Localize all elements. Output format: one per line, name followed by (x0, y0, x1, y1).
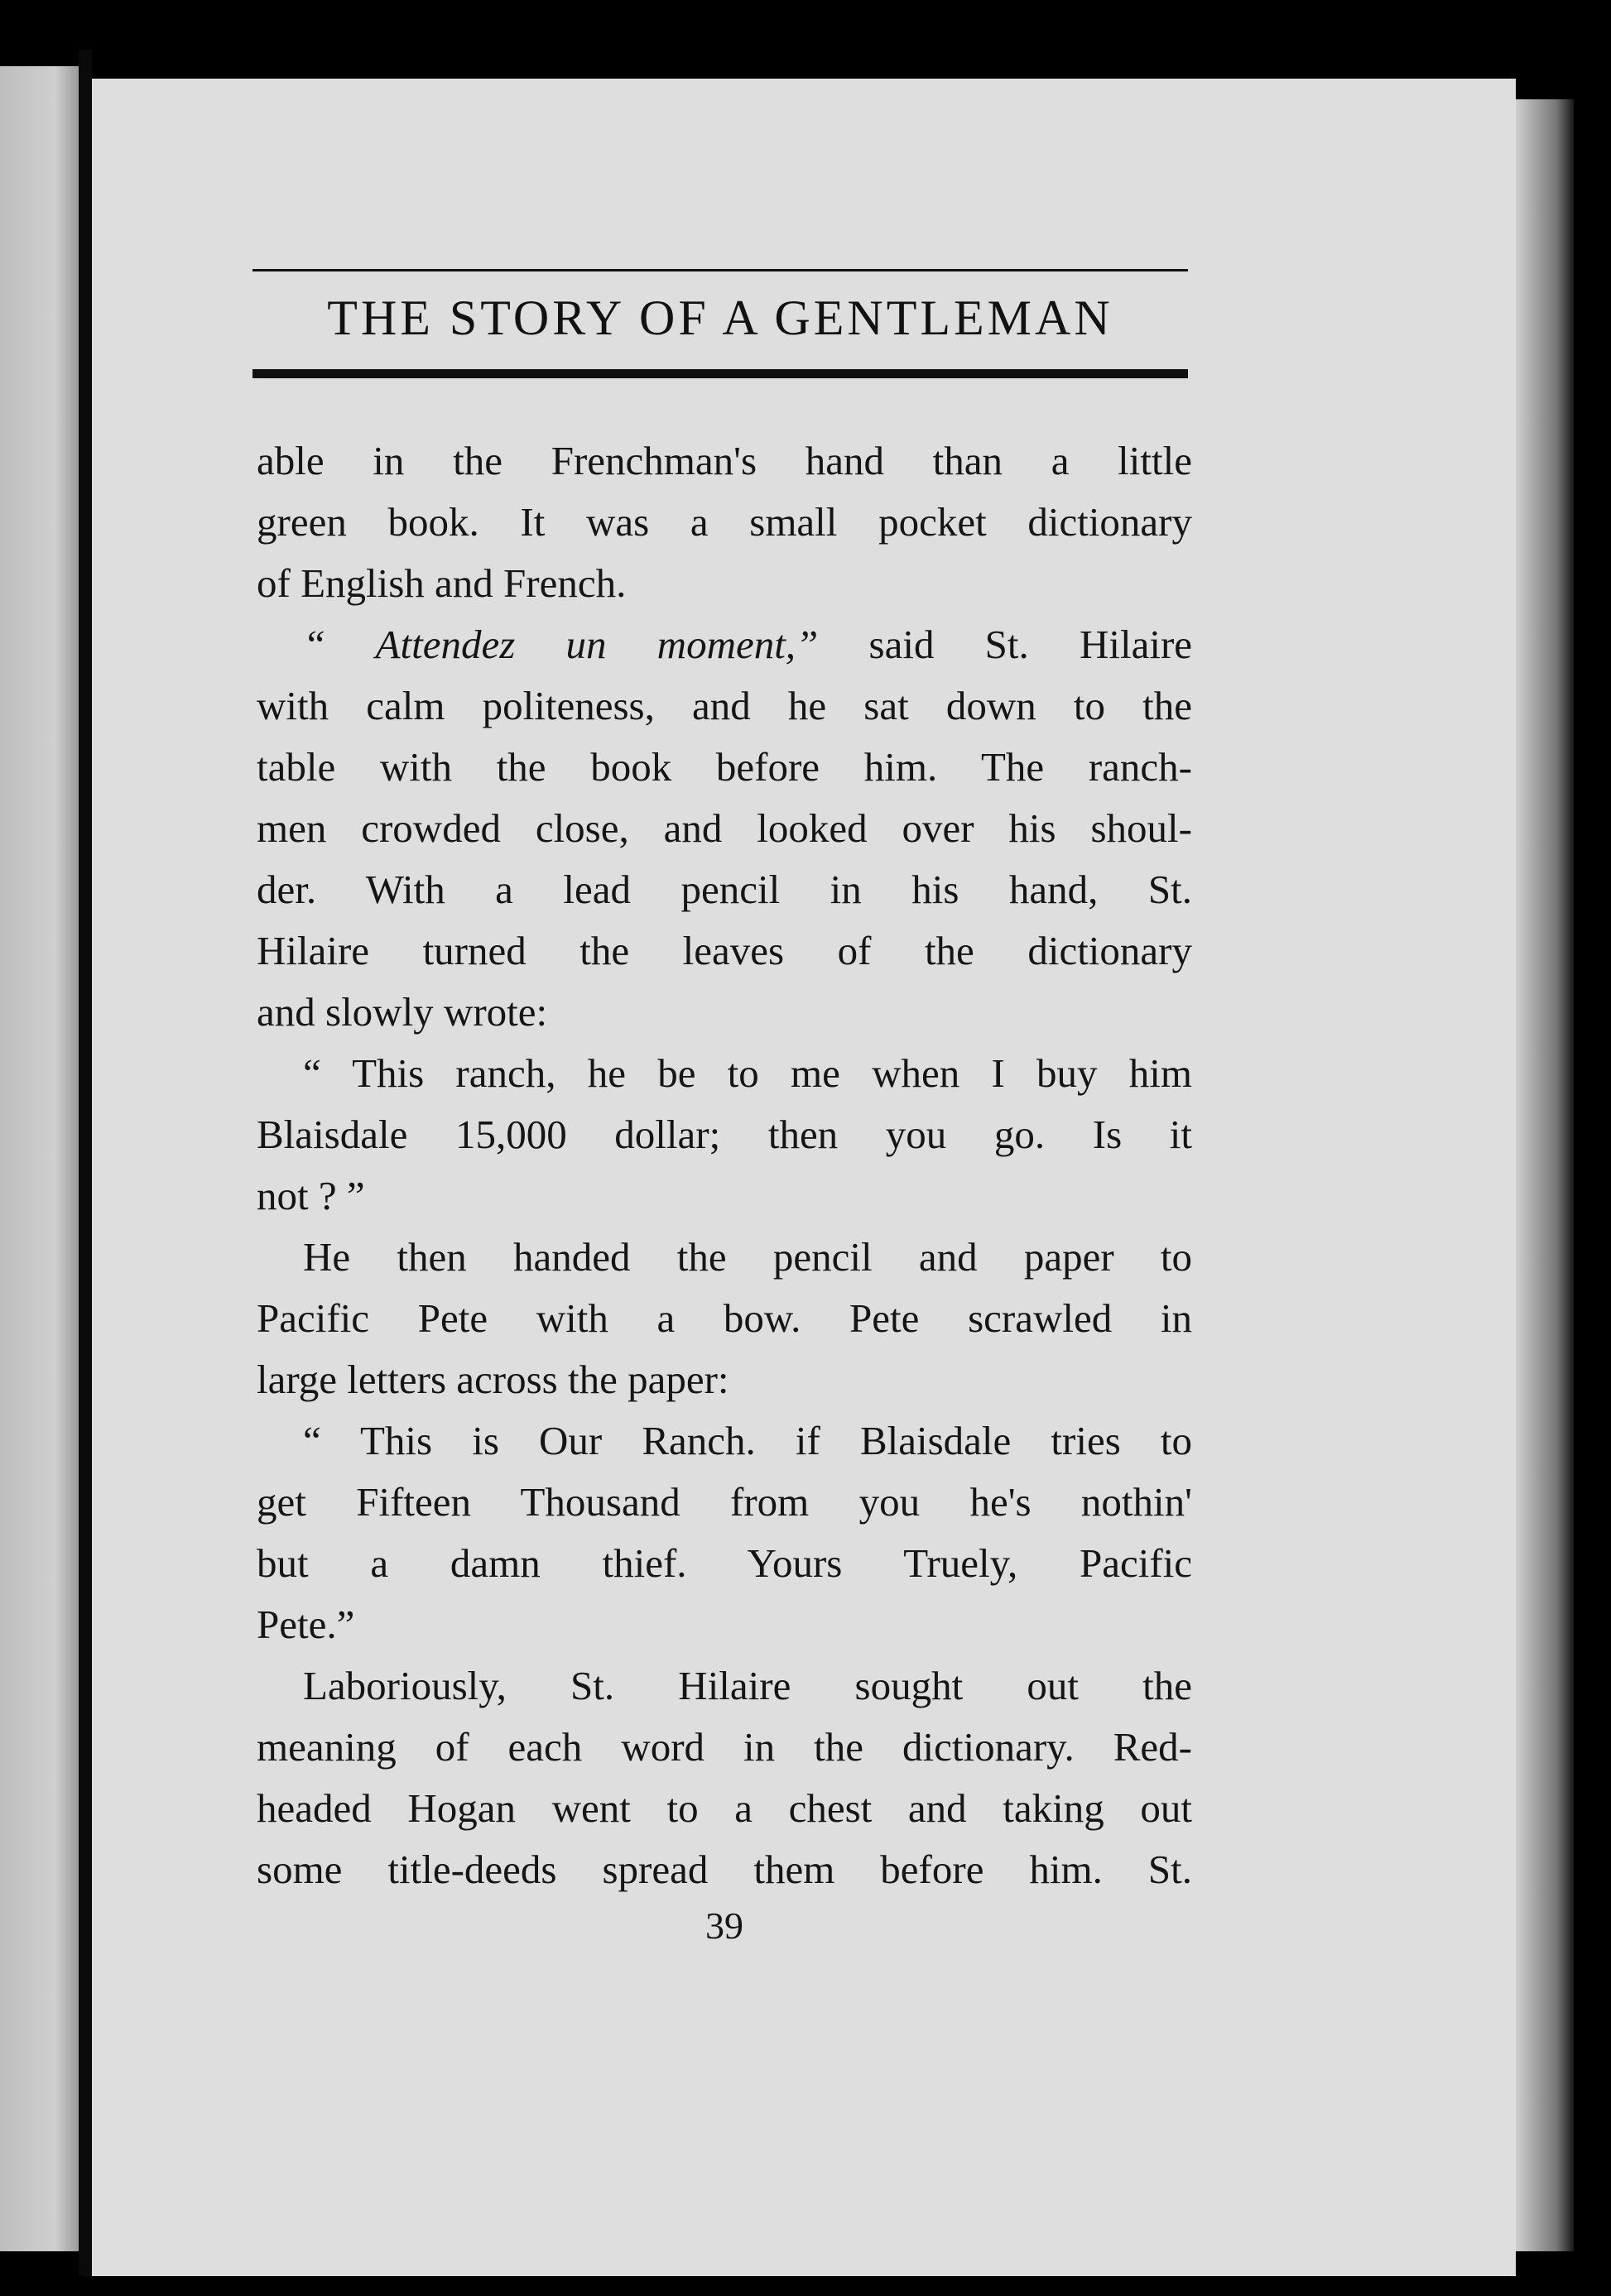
text-line: der. With a lead pencil in his hand, St. (257, 867, 1192, 912)
text-line: some title-deeds spread them before him. St. (257, 1847, 1192, 1892)
text-line: “ This ranch, he be to me when I buy him (303, 1050, 1192, 1096)
page-number: 39 (705, 1905, 743, 1947)
text-line: of English and French. (257, 560, 627, 606)
page-header (252, 269, 1188, 378)
text-line: Blaisdale 15,000 dollar; then you go. Is it (257, 1112, 1192, 1157)
text-line: He then handed the pencil and paper to (303, 1234, 1192, 1280)
text-line: Hilaire turned the leaves of the dictionary (257, 928, 1192, 973)
text-line: meaning of each word in the dictionary. Red- (257, 1724, 1192, 1770)
text-line: table with the book before him. The ranch- (257, 744, 1192, 790)
facing-page-edge (0, 66, 79, 2251)
header-rule-bottom (252, 369, 1188, 378)
text-line: get Fifteen Thousand from you he's nothin' (257, 1479, 1192, 1525)
text-line: large letters across the paper: (257, 1357, 729, 1402)
text-line: with calm politeness, and he sat down to the (257, 683, 1192, 728)
text-line: Laboriously, St. Hilaire sought out the (303, 1663, 1192, 1708)
header-rule-top (252, 269, 1188, 271)
text-line: not ? ” (257, 1173, 365, 1218)
text-line: “ This is Our Ranch. if Blaisdale tries to (303, 1418, 1192, 1463)
french-phrase: “ Attendez un moment,” (303, 622, 819, 667)
text-line: green book. It was a small pocket dictionary (257, 499, 1192, 545)
text-line-continuation: said St. Hilaire (868, 622, 1193, 667)
text-line: headed Hogan went to a chest and taking out (257, 1785, 1192, 1831)
text-line: but a damn thief. Yours Truely, Pacific (257, 1540, 1192, 1586)
text-line: Pacific Pete with a bow. Pete scrawled in (257, 1295, 1192, 1341)
page-fore-edge (1516, 99, 1574, 2251)
text-line: able in the Frenchman's hand than a little (257, 438, 1192, 483)
body-text (257, 430, 1192, 1900)
book-gutter (79, 50, 92, 2276)
text-line: and slowly wrote: (257, 989, 548, 1035)
text-line: men crowded close, and looked over his shoul- (257, 805, 1192, 851)
text-line (257, 614, 1192, 675)
running-head: THE STORY OF A GENTLEMAN (327, 291, 1113, 345)
text-line: Pete.” (257, 1602, 355, 1647)
